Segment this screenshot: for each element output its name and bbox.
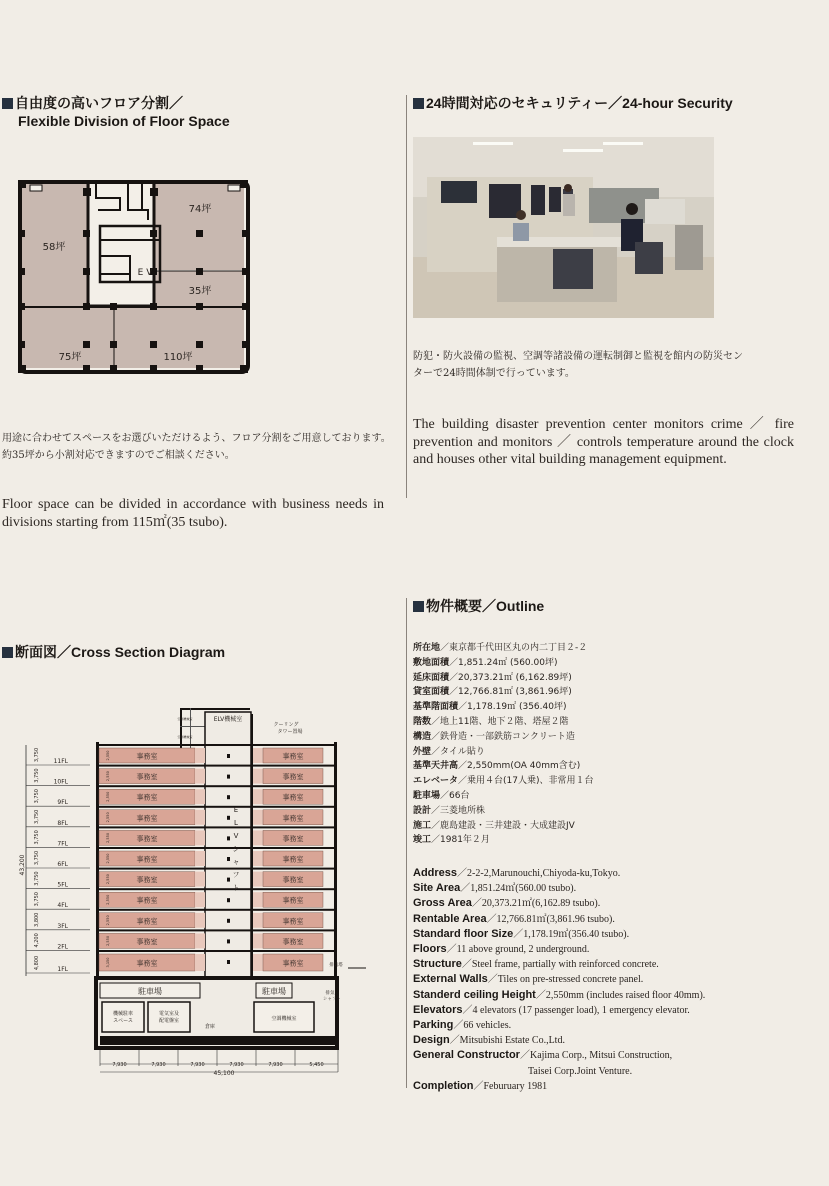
floor-height-label: 3,800 (34, 912, 40, 927)
ceiling-height-label: 2,550 (106, 832, 110, 843)
outline-en-key: Standerd ceiling Height (413, 988, 536, 1001)
security-text-jp (413, 348, 813, 382)
outline-en-value: ／Kajima Corp., Mitsui Construction, (519, 1050, 673, 1062)
shaft-mark (227, 857, 230, 861)
outline-jp-value: ／鉄骨造・一部鉄筋コンクリート造 (431, 731, 575, 742)
outline-en-row (413, 1018, 705, 1033)
floor-text-jp-line-2: 約35坪から小割対応できますのでご相談ください。 (2, 450, 235, 461)
floor-label: 7FL (57, 840, 68, 848)
corridor-left (195, 913, 205, 928)
office-label-right: 事務室 (282, 896, 304, 905)
outline-en-value: ／12,766.81㎡(3,861.96 tsubo). (486, 913, 615, 925)
office-label-right: 事務室 (282, 855, 304, 864)
outline-jp-row (413, 804, 594, 819)
corridor-left (195, 830, 205, 845)
floor-slab (96, 950, 337, 952)
outline-en-key: Parking (413, 1019, 454, 1032)
ev-shaft-char: シ (232, 845, 240, 853)
outline-en-key: Standard floor Size (413, 927, 514, 940)
office-label-left: 事務室 (136, 834, 158, 843)
outline-jp-row (413, 833, 594, 848)
floor-slab (96, 765, 337, 767)
corridor-left (195, 872, 205, 887)
floor-text-jp (2, 430, 392, 464)
office-label-left: 事務室 (136, 896, 158, 905)
floor-heading-en: Flexible Division of Floor Space (18, 113, 230, 129)
floor-slab (96, 909, 337, 911)
room-label-58: 58坪 (42, 242, 66, 253)
outline-en-row (413, 927, 705, 942)
floor-slab (96, 744, 337, 746)
outline-en-key: Floors (413, 943, 447, 956)
floor-height-label: 3,750 (34, 789, 40, 804)
shaft-label-1: 排気 (325, 991, 335, 996)
span-label: 5,450 (309, 1062, 324, 1068)
outline-en-value: ／2,550mm (includes raised floor 40mm). (535, 989, 706, 1001)
corridor-left (195, 851, 205, 866)
ceiling-height-label: 2,550 (106, 812, 110, 823)
outline-en-value: ／20,373.21㎡(6,162.89 tsubo). (471, 898, 601, 910)
office-label-right: 事務室 (282, 752, 304, 761)
office-label-left: 事務室 (136, 855, 158, 864)
cross-section-diagram (18, 700, 378, 1080)
floor-label: 1FL (57, 966, 68, 973)
square-bullet-icon (413, 601, 424, 612)
outline-jp-value: ／1,178.19㎡ (356.40坪) (458, 702, 567, 713)
exhaust-tower-label: 排気塔 (329, 963, 343, 968)
outline-jp-row (413, 685, 594, 700)
outline-en-row (413, 988, 705, 1003)
outline-jp-key: 基準天井高 (413, 761, 459, 772)
floor-slab (96, 847, 337, 849)
square-bullet-icon (2, 647, 13, 658)
office-label-left: 事務室 (136, 752, 158, 761)
outline-jp-row (413, 730, 594, 745)
outline-jp-value: ／三菱地所株 (431, 805, 486, 816)
shaft-mark (227, 754, 230, 758)
floor-text-en: Floor space can be divided in accordance with business needs in divisions starting from 115㎡(35 tsubo). (2, 497, 384, 530)
outline-jp-value: ／乗用４台(17人乗)、非常用１台 (458, 776, 594, 787)
ceiling-height-label: 2,550 (106, 791, 110, 802)
office-label-right: 事務室 (282, 959, 304, 968)
outline-jp-row (413, 641, 594, 656)
outline-en-row (413, 881, 705, 896)
shaft-mark (227, 775, 230, 779)
floor-slab (96, 868, 337, 870)
outline-en-value: ／Tiles on pre-stressed concrete panel. (487, 974, 644, 986)
outline-jp-key: 基準階面積 (413, 702, 459, 713)
outline-jp-key: 竣工 (413, 835, 432, 846)
outline-en-row (413, 866, 705, 881)
outline-jp-row (413, 656, 594, 671)
outline-heading (413, 597, 544, 615)
floor-label: 10FL (53, 778, 68, 786)
floor-slab (96, 806, 337, 808)
ev-shaft-char: V (233, 832, 239, 840)
outline-jp-key: 施工 (413, 820, 432, 831)
column-divider-bottom (406, 598, 407, 1088)
ceiling-height-label: 2,550 (106, 935, 110, 946)
outline-jp-row (413, 759, 594, 774)
room-label-75: 75坪 (58, 352, 82, 363)
office-label-left: 事務室 (136, 876, 158, 885)
corridor-left (195, 810, 205, 825)
outline-jp-value: ／タイル貼り (431, 746, 485, 757)
outline-en-value: ／Steel frame, partially with reinforced concrete. (461, 959, 659, 971)
outline-jp-row (413, 700, 594, 715)
corridor-left (195, 892, 205, 907)
corridor-right (253, 789, 263, 804)
floor-label: 8FL (57, 819, 68, 827)
shaft-label-2: シャフト (323, 997, 341, 1002)
outline-en-row (413, 942, 705, 957)
elv-machine-label: ELV機械室 (213, 716, 243, 723)
outline-jp-value: ／東京都千代田区丸の内二丁目２-２ (440, 643, 588, 653)
ceiling-height-label: 2,550 (106, 771, 110, 782)
corridor-left (195, 954, 205, 971)
outline-en-row (413, 957, 705, 972)
corridor-right (253, 913, 263, 928)
outline-jp-value: ／12,766.81㎡ (3,861.96坪) (449, 687, 572, 698)
parking-label-right: 駐車場 (262, 987, 286, 996)
ac-room-label: 空調機械室 (271, 1016, 297, 1022)
shaft-mark (227, 878, 230, 882)
outline-heading-text: 物件概要／Outline (426, 598, 545, 614)
outline-en-key: General Constructor (413, 1049, 520, 1062)
span-label: 7,930 (229, 1062, 244, 1068)
outline-en-value: ／1,851.24㎡(560.00 tsubo). (460, 883, 577, 895)
outline-jp-value: ／地上11階、地下２階、塔屋２階 (431, 716, 569, 727)
outline-en-key: Address (413, 867, 458, 879)
outline-en-value: ／1,178.19㎡(356.40 tsubo). (513, 928, 630, 940)
floor-slab (96, 826, 337, 828)
outline-jp-key: 所在地 (413, 643, 441, 653)
outline-en-row (413, 972, 705, 987)
office-label-left: 事務室 (136, 937, 158, 946)
storage-label: 倉庫 (204, 1024, 216, 1030)
outline-jp-value: ／20,373.21㎡ (6,162.89坪) (449, 672, 572, 683)
cooling-tower-label-2: タワー置場 (277, 729, 303, 735)
outline-en-key: Site Area (413, 882, 461, 895)
outline-jp-row (413, 819, 594, 834)
room-label-35: 35坪 (188, 286, 212, 297)
ceiling-height-label: 2,550 (106, 915, 110, 926)
ev-shaft-char: E (233, 806, 239, 814)
office-label-left: 事務室 (136, 773, 158, 782)
floor-height-label: 3,750 (34, 850, 40, 866)
office-label-right: 事務室 (282, 814, 304, 823)
square-bullet-icon (2, 98, 13, 109)
outline-en-row (413, 1079, 705, 1094)
outline-en-row (413, 896, 705, 911)
corridor-right (253, 810, 263, 825)
floor-heading-jp: 自由度の高いフロア分割／ (15, 95, 183, 111)
power-room-label-2: 配電盤室 (158, 1018, 180, 1024)
outline-en-row (413, 1064, 705, 1079)
ev-label: E V (137, 268, 153, 278)
corridor-right (253, 872, 263, 887)
outline-en-list (413, 866, 705, 1094)
shaft-mark (227, 898, 230, 902)
outline-en-key: Structure (413, 958, 462, 971)
outline-en-key: Completion (413, 1079, 474, 1092)
outline-en-key: Rentable Area (413, 912, 487, 925)
outline-jp-row (413, 745, 594, 760)
outline-jp-row (413, 774, 594, 789)
small-room-label-2: 空調機械室 (177, 735, 193, 739)
corridor-left (195, 933, 205, 948)
shaft-mark (227, 960, 230, 964)
office-label-left: 事務室 (136, 917, 158, 926)
floor-slab (96, 888, 337, 890)
parking-label-left: 駐車場 (138, 987, 162, 996)
security-center-photo (413, 137, 714, 318)
outline-en-value: ／4 elevators (17 passenger load), 1 emergency elevator. (462, 1004, 690, 1016)
outline-jp-key: 階数 (413, 716, 432, 727)
total-width-label: 45,100 (213, 1070, 235, 1077)
floor-height-label: 3,750 (34, 830, 40, 845)
shaft-mark (227, 836, 230, 840)
shaft-mark (227, 939, 230, 943)
office-label-left: 事務室 (136, 793, 158, 802)
floor-slab (96, 929, 337, 931)
outline-jp-value: ／鹿島建設・三井建設・大成建設JV (431, 820, 575, 831)
outline-jp-value: ／1,851.24㎡ (560.00坪) (449, 657, 558, 668)
mech-parking-label-1: 機械駐車 (112, 1011, 134, 1017)
corridor-right (253, 748, 263, 763)
outline-jp-key: 構造 (413, 731, 432, 742)
square-bullet-icon (413, 98, 424, 109)
outline-en-value: ／2-2-2,Marunouchi,Chiyoda-ku,Tokyo. (457, 868, 621, 879)
room-label-110: 110坪 (163, 352, 193, 363)
corridor-right (253, 851, 263, 866)
floor-label: 3FL (57, 922, 68, 930)
security-text-jp-line-1: 防犯・防火設備の監視、空調等諸設備の運転制御と監視を館内の防災セン (413, 351, 743, 362)
floor-height-label: 3,750 (34, 871, 40, 886)
outline-en-row (413, 912, 705, 927)
total-height-label: 43,200 (19, 854, 26, 876)
outline-en-value: ／Feburuary 1981 (473, 1080, 548, 1092)
ceiling-height-label: 2,550 (106, 853, 110, 864)
outline-jp-key: 敷地面積 (413, 657, 450, 668)
floor-label: 2FL (57, 943, 68, 951)
floor-section-heading (2, 94, 230, 130)
outline-jp-row (413, 715, 594, 730)
floor-slab (96, 785, 337, 787)
floor-height-label: 3,750 (34, 809, 40, 824)
floor-label: 4FL (57, 902, 68, 910)
floor-height-label: 3,750 (34, 747, 40, 763)
outline-jp-key: 駐車場 (413, 790, 441, 801)
outline-en-value: ／11 above ground, 2 underground. (446, 944, 590, 956)
shaft-mark (227, 816, 230, 820)
security-text-en: The building disaster prevention center monitors crime ／ fire prevention and monitors ／ controls temperature around the clock and houses other vital building management equipment. (413, 417, 794, 467)
floor-height-label: 3,750 (34, 768, 40, 783)
ceiling-height-label: 2,550 (106, 894, 110, 905)
outline-jp-value: ／66台 (440, 790, 470, 801)
floor-height-label: 4,800 (34, 955, 40, 971)
outline-en-value: ／Mitsubishi Estate Co.,Ltd. (449, 1035, 565, 1047)
outline-jp-list (413, 641, 594, 848)
power-room-label-1: 電気室及 (158, 1011, 180, 1017)
floor-label: 6FL (57, 861, 68, 868)
outline-en-row (413, 1033, 705, 1048)
floor-text-jp-line-1: 用途に合わせてスペースをお選びいただけるよう、フロア分割をご用意しております。 (2, 433, 391, 444)
corridor-right (253, 892, 263, 907)
outline-jp-row (413, 789, 594, 804)
shaft-mark (227, 919, 230, 923)
outline-en-row (413, 1003, 705, 1018)
floor-label: 9FL (57, 799, 68, 807)
ev-shaft-char: L (234, 819, 238, 827)
corridor-right (253, 769, 263, 784)
outline-jp-key: エレベータ (413, 776, 459, 787)
outline-en-key: Design (413, 1034, 450, 1047)
outline-jp-key: 貸室面積 (413, 687, 450, 698)
outline-en-value: Taisei Corp.Joint Venture. (528, 1065, 633, 1077)
cross-section-heading-text: 断面図／Cross Section Diagram (15, 644, 226, 660)
office-label-right: 事務室 (282, 834, 304, 843)
corridor-right (253, 830, 263, 845)
outline-jp-key: 延床面積 (413, 672, 450, 683)
ev-shaft-char: ト (232, 884, 240, 892)
office-label-right: 事務室 (282, 937, 304, 946)
corridor-left (195, 769, 205, 784)
outline-en-row (413, 1048, 705, 1063)
outline-en-key: External Walls (413, 973, 488, 986)
column-divider-top (406, 95, 407, 498)
outline-jp-key: 設計 (413, 805, 432, 816)
outline-en-key: Elevators (413, 1003, 463, 1016)
floor-label: 5FL (57, 881, 68, 889)
ceiling-height-label: 2,550 (106, 874, 110, 885)
floor-height-label: 4,200 (34, 933, 40, 948)
span-label: 7,930 (190, 1062, 205, 1068)
room-label-74: 74坪 (188, 204, 212, 215)
outline-jp-row (413, 671, 594, 686)
security-heading (413, 94, 733, 112)
office-label-right: 事務室 (282, 876, 304, 885)
outline-jp-key: 外壁 (413, 746, 432, 757)
office-label-right: 事務室 (282, 917, 304, 926)
mech-parking-label-2: スペース (113, 1018, 133, 1024)
ceiling-height-label: 2,550 (106, 750, 110, 761)
floor-label: 11FL (53, 758, 68, 765)
ev-shaft-char: ャ (232, 858, 240, 866)
span-label: 7,930 (151, 1062, 166, 1068)
office-label-right: 事務室 (282, 793, 304, 802)
shaft-mark (227, 795, 230, 799)
corridor-left (195, 748, 205, 763)
outline-jp-value: ／2,550mm(OA 40mm含む) (458, 761, 581, 772)
corridor-right (253, 933, 263, 948)
security-heading-text: 24時間対応のセキュリティー／24-hour Security (426, 95, 733, 111)
outline-en-value: ／66 vehicles. (453, 1020, 512, 1032)
ceiling-height-label: 3,150 (106, 957, 110, 968)
outline-jp-value: ／1981年２月 (431, 835, 490, 846)
office-label-right: 事務室 (282, 773, 304, 782)
ev-shaft-char: フ (232, 871, 240, 879)
small-room-label-1: 空調機械室 (177, 717, 193, 721)
corridor-left (195, 789, 205, 804)
cooling-tower-label-1: クーリング (273, 722, 299, 728)
outline-en-key: Gross Area (413, 897, 472, 910)
office-label-left: 事務室 (136, 959, 158, 968)
office-label-left: 事務室 (136, 814, 158, 823)
security-text-jp-line-2: ターで24時間体制で行っています。 (413, 368, 575, 379)
floor-height-label: 3,750 (34, 892, 40, 907)
span-label: 7,930 (112, 1062, 127, 1068)
corridor-right (253, 954, 263, 971)
span-label: 7,930 (268, 1062, 283, 1068)
floor-plan (18, 180, 250, 374)
cross-section-heading (2, 643, 225, 661)
